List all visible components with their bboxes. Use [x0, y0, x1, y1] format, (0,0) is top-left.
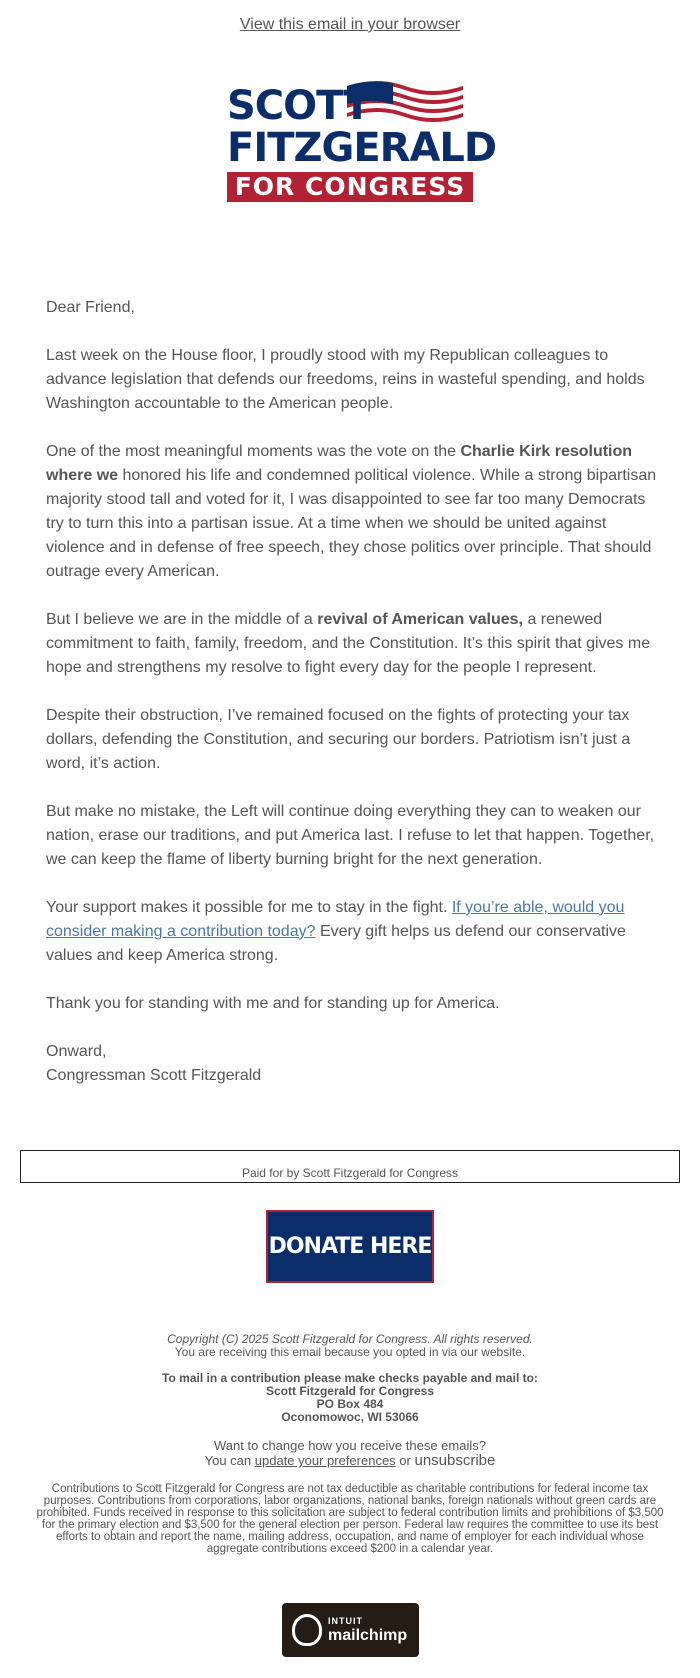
email-preferences: Want to change how you receive these emails? You can update your preferences or unsubscribe — [204, 1438, 496, 1469]
signature: Congressman Scott Fitzgerald — [46, 1067, 262, 1084]
signoff: Onward, — [46, 1043, 107, 1060]
update-preferences-link[interactable]: update your preferences — [254, 1453, 396, 1468]
footer-copyright: Copyright (C) 2025 Scott Fitzgerald for Congress. All rights reserved. You are receiving this email because you opted in via our website. — [167, 1332, 533, 1359]
contribution-link[interactable]: If you’re able, would you consider making a contribution today? — [46, 899, 625, 940]
paragraph-6: Your support makes it possible for me to stay in the fight. If you’re able, would you consider making a contribution today? Every gift helps us defend our conservative values and keep America strong. — [46, 899, 626, 964]
paragraph-5: But make no mistake, the Left will continue doing everything they can to weaken our nation, erase our traditions, and put America last. I refuse to let that happen. Together, we can keep the flame of liberty burning bright for the next generation. — [46, 803, 655, 868]
paragraph-4: Despite their obstruction, I’ve remained focused on the fights of protecting your tax dollars, defending the Constitution, and securing our borders. Patriotism isn’t just a word, it’s action. — [46, 707, 631, 772]
paid-for-text: Paid for by Scott Fitzgerald for Congress — [241, 1166, 459, 1180]
logo-line-scott: SCOTT — [227, 83, 370, 129]
paragraph-3: But I believe we are in the middle of a revival of American values, a renewed commitment to faith, family, freedom, and the Constitution. It’s this spirit that gives me hope and strengthens my resolve to fight every day for the people I represent. — [46, 611, 651, 676]
campaign-logo — [227, 80, 497, 205]
logo-band-for-congress: FOR CONGRESS — [227, 172, 473, 202]
letter-body — [46, 296, 658, 1088]
unsubscribe-link[interactable]: unsubscribe — [414, 1452, 496, 1469]
mailchimp-freddie-icon — [292, 1614, 322, 1646]
paragraph-7: Thank you for standing with me and for standing up for America. — [46, 995, 500, 1012]
paid-for-box — [20, 1150, 680, 1183]
mailchimp-badge[interactable]: INTUIT mailchimp — [282, 1603, 419, 1657]
view-in-browser-link[interactable]: View this email in your browser — [239, 16, 461, 33]
greeting: Dear Friend, — [46, 299, 135, 316]
paragraph-2: One of the most meaningful moments was the vote on the Charlie Kirk resolution where we honored his life and condemned political violence. While a strong bipartisan majority stood tall and voted for it, I was disappointed to see far too many Democrats try to turn this into a partisan issue. At a time when we should be united against violence and in defense of free speech, they chose politics over principle. That should outrage every American. — [46, 443, 657, 580]
donate-button[interactable]: DONATE HERE — [266, 1210, 434, 1283]
mailing-address: To mail in a contribution please make checks payable and mail to: Scott Fitzgerald for Congress PO Box 484 Oconomowoc, WI 53066 — [162, 1371, 538, 1424]
legal-disclaimer: Contributions to Scott Fitzgerald for Congress are not tax deductible as charitable contributions for federal income tax purposes. Contributions from corporations, labor organizations, national banks, foreign nationals without green cards are prohibited. Funds received in response to this solicitation are subject to federal contribution limits and prohibitions of $3,500 for the primary election and $3,500 for the general election per person. Federal law requires the committee to use its best efforts to obtain and report the name, mailing address, occupation, and name of employer for each individual whose aggregate contributions exceed $200 in a calendar year. — [36, 1483, 664, 1555]
logo-line-fitzgerald: FITZGERALD — [227, 125, 497, 171]
paragraph-1: Last week on the House floor, I proudly stood with my Republican colleagues to advance legislation that defends our freedoms, reins in wasteful spending, and holds Washington accountable to the American people. — [46, 347, 645, 412]
